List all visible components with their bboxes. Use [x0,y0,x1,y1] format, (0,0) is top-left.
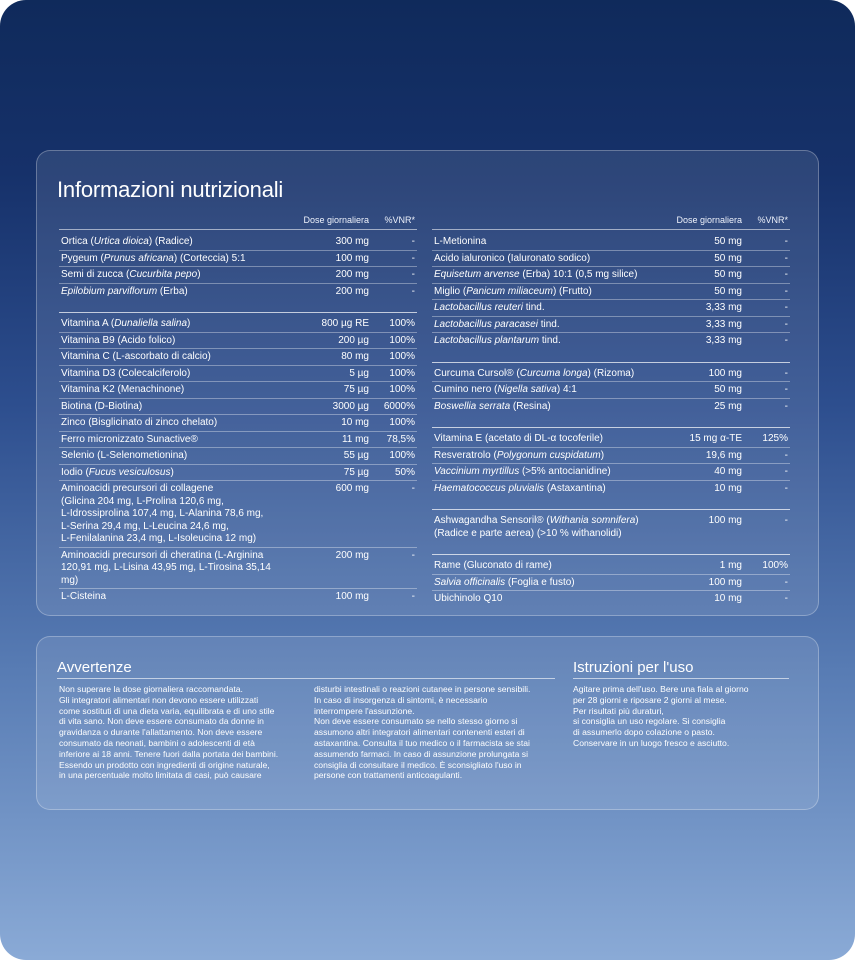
ingredient-vnr: 100% [389,384,415,395]
ingredient-name-part: ) (Corteccia) 5:1 [173,252,246,264]
ingredient-name [434,253,662,266]
ingredient-name-part: Selenio (L-Selenometionina) [61,450,188,461]
ingredient-name-part: ) (Radice e parte aerea) (>10 % withanolidi) [434,515,639,539]
table-row [59,481,417,548]
ingredient-vnr: - [411,591,415,602]
ingredient-vnr: - [411,285,415,297]
ingredient-latin-name: Boswellia serrata [434,400,511,412]
table-row [59,448,417,465]
nutrition-column-left [59,215,417,605]
ingredient-dose: 55 µg [343,450,369,461]
table-row [59,432,417,449]
ingredient-dose: 10 mg [714,593,742,604]
ingredient-name-part: Vitamina A ( [61,318,115,329]
dose-header: Dose giornaliera [303,215,369,225]
table-row [432,333,790,349]
ingredient-vnr: - [784,384,788,395]
table-row [59,399,417,416]
ingredient-latin-name: Haematococcus pluvialis [434,482,545,494]
ingredient-name-part: Vitamina B9 (Acido folico) [61,334,176,346]
ingredient-name-part: tind. [539,335,561,346]
ingredient-name-part: Semi di zucca ( [61,269,130,280]
table-row [432,448,790,465]
ingredient-latin-name: Nigella sativa [497,384,557,395]
ingredient-name [61,434,289,447]
ingredient-vnr: - [784,515,788,526]
ingredient-group [59,234,417,299]
ingredient-name [61,318,289,331]
ingredient-latin-name: Salvia officinalis [434,576,506,588]
ingredient-vnr: - [411,483,415,494]
ingredient-dose: 100 mg [335,591,369,602]
ingredient-dose: 50 mg [714,252,742,264]
ingredient-name-part: Ubichinolo Q10 [434,593,503,604]
ingredient-dose: 200 mg [335,269,369,280]
ingredient-dose: 75 µg [343,384,369,395]
ingredient-latin-name: Urtica dioica [93,236,149,247]
ingredient-name-part: ) 4:1 [556,384,577,395]
ingredient-name-part: Vitamina K2 (Menachinone) [61,384,185,395]
ingredient-name-part: Ferro micronizzato Sunactive® [61,433,198,445]
ingredient-name [434,236,662,249]
table-row [432,575,790,592]
ingredient-name [434,450,662,463]
table-row [59,589,417,605]
ingredient-name [434,286,662,299]
ingredient-vnr: - [784,302,788,313]
info-panel [36,636,819,810]
usage-text: Agitare prima dell'uso. Bere una fiala al giorno per 28 giorni e riposare 2 giorni al mese. Per risultati più duraturi, si consiglia un uso regolare. Si consiglia di assumerlo dopo colazione o pasto. Conservare in un luogo fresco e asciutto. [573,684,749,748]
table-row [432,513,790,541]
ingredient-latin-name: Fucus vesiculosus [88,466,171,478]
ingredient-dose: 100 mg [708,367,742,379]
dose-header: Dose giornaliera [676,215,742,225]
table-row [432,366,790,383]
ingredient-dose: 1 mg [719,560,742,571]
ingredient-name [434,401,662,414]
page-title: Informazioni nutrizionali [57,177,284,202]
ingredient-latin-name: Panicum miliaceum [466,285,553,297]
ingredient-latin-name: Lactobacillus plantarum [434,335,540,346]
ingredient-name-part: Acido ialuronico (Ialuronato sodico) [434,252,591,264]
ingredient-name-part: (Resina) [510,400,551,412]
ingredient-name [434,302,662,315]
ingredient-name-part: ) [170,466,174,478]
ingredient-name [434,269,662,282]
ingredient-dose: 200 µg [338,334,369,346]
ingredient-name-part: tind. [522,302,545,313]
ingredient-vnr: - [784,269,788,280]
ingredient-name-part: ) [600,449,605,461]
ingredient-vnr: 125% [762,433,788,444]
table-row [432,251,790,268]
ingredient-dose: 80 mg [341,351,369,362]
ingredient-vnr: 100% [389,351,415,362]
ingredient-latin-name: Equisetum arvense [434,269,520,280]
ingredient-name-part: Aminoacidi precursori di cheratina (L-Arginina 120,91 mg, L-Lisina 43,95 mg, L-Tirosina 35,14 mg) [61,549,271,586]
ingredient-latin-name: Lactobacillus reuteri [434,302,523,313]
ingredient-name [434,384,662,397]
table-row [432,317,790,334]
ingredient-dose: 15 mg α-TE [689,433,742,444]
ingredient-name-part: Ashwagandha Sensoril® ( [434,515,550,526]
table-row [432,464,790,481]
table-row [432,431,790,448]
ingredient-name-part: Rame (Gluconato di rame) [434,560,552,571]
ingredient-vnr: - [784,576,788,588]
table-row [432,300,790,317]
ingredient-name [61,335,289,348]
ingredient-vnr: - [411,269,415,280]
table-row [59,234,417,251]
ingredient-vnr: 100% [389,367,415,379]
table-row [59,382,417,399]
table-row [59,548,417,590]
vnr-header: %VNR* [384,215,415,225]
ingredient-name [434,593,662,606]
ingredient-latin-name: Withania somnifera [549,515,636,526]
ingredient-dose: 10 mg [341,417,369,428]
ingredient-vnr: 100% [389,450,415,461]
ingredient-dose: 3,33 mg [705,318,742,330]
ingredient-name [61,269,289,282]
table-row [59,284,417,300]
table-row [432,267,790,284]
ingredient-latin-name: Lactobacillus paracasei [434,318,538,330]
ingredient-dose: 300 mg [335,236,369,247]
ingredient-name [434,577,662,590]
ingredient-dose: 200 mg [335,549,369,561]
ingredient-group [59,312,417,605]
ingredient-dose: 10 mg [714,482,742,494]
ingredient-name-part: Vitamina C (L-ascorbato di calcio) [61,351,211,362]
ingredient-latin-name: Prunus africana [103,252,174,264]
ingredient-latin-name: Dunaliella salina [114,318,188,329]
ingredient-name-part: ) (Radice) [148,236,193,247]
ingredient-name [61,253,289,266]
usage-title: Istruzioni per l'uso [573,659,789,679]
ingredient-name [434,368,662,381]
ingredient-group [432,554,790,607]
table-row [59,349,417,366]
ingredient-group [432,509,790,541]
ingredient-name-part: Curcuma Cursol® ( [434,367,520,379]
ingredient-name [61,351,289,364]
ingredient-group [432,362,790,415]
table-row [432,558,790,575]
ingredient-vnr: 100% [762,560,788,571]
ingredient-name-part: L-Cisteina [61,591,107,602]
ingredient-name [61,286,289,299]
ingredient-name [61,417,289,430]
ingredient-dose: 40 mg [714,466,742,477]
ingredient-dose: 19,6 mg [705,449,742,461]
ingredient-group [432,234,790,349]
ingredient-dose: 50 mg [714,236,742,247]
ingredient-name-part: Zinco (Bisglicinato di zinco chelato) [61,417,218,428]
ingredient-vnr: - [784,285,788,297]
ingredient-latin-name: Cucurbita pepo [129,269,198,280]
ingredient-latin-name: Polygonum cuspidatum [496,449,601,461]
ingredient-dose: 800 µg RE [321,318,369,329]
ingredient-name [434,466,662,479]
ingredient-vnr: - [784,252,788,264]
ingredient-name-part: Iodio ( [61,466,89,478]
ingredient-name-part: ) [197,269,201,280]
ingredient-vnr: - [784,593,788,604]
table-row [432,234,790,251]
ingredient-dose: 25 mg [714,400,742,412]
table-row [59,251,417,268]
ingredient-dose: 3,33 mg [705,335,742,346]
ingredient-name [61,550,289,588]
table-row [432,284,790,301]
ingredient-name [434,335,662,348]
ingredient-name [61,401,289,414]
ingredient-vnr: - [784,449,788,461]
ingredient-name [434,515,662,540]
ingredient-name [61,591,289,604]
table-row [432,481,790,497]
ingredient-group [432,427,790,496]
nutrition-column-right [432,215,790,607]
ingredient-name [61,236,289,249]
ingredient-name-part: (Erba) [157,285,188,297]
ingredient-name-part: Aminoacidi precursori di collagene (Glicina 204 mg, L-Prolina 120,6 mg, L-Idrossiprolina 107,4 mg, L-Alanina 78,6 mg, L-Serina 29,4 mg, L-Leucina 24,6 mg, L-Fenilalanina 23,4 mg, L-Isoleucina 12 mg) [61,483,264,544]
ingredient-vnr: - [784,482,788,494]
ingredient-name-part: ) (Frutto) [552,285,592,297]
warnings-text-col2: disturbi intestinali o reazioni cutanee in persone sensibili. In caso di insorgenza di sintomi, è necessario interrompere l'assunzione. Non deve essere consumato se nello stesso giorno si assumono altri integratori alimentari contenenti esteri di astaxantina. Consulta il tuo medico o il farmacista se stai assumendo farmaci. In caso di assunzione prolungata si consiglia di consultare il medico. È sconsigliato l'uso in persone con trattamenti anticoagulanti. [314,684,531,781]
ingredient-name-part: tind. [537,318,560,330]
ingredient-vnr: - [411,252,415,264]
table-row [432,591,790,607]
ingredient-latin-name: Epilobium parviflorum [61,285,158,297]
ingredient-name-part: Ortica ( [61,236,94,247]
ingredient-name [61,450,289,463]
ingredient-name [434,319,662,332]
ingredient-dose: 100 mg [708,576,742,588]
ingredient-name [434,483,662,496]
ingredient-vnr: - [784,236,788,247]
ingredient-vnr: - [784,400,788,412]
table-row [59,465,417,482]
ingredient-vnr: 100% [389,417,415,428]
ingredient-dose: 3,33 mg [705,302,742,313]
ingredient-vnr: 100% [389,334,415,346]
table-row [432,382,790,399]
ingredient-dose: 3000 µg [332,400,369,412]
table-row [59,316,417,333]
ingredient-vnr: - [784,367,788,379]
ingredient-vnr: 6000% [383,400,415,412]
ingredient-name-part: (Foglia e fusto) [505,576,575,588]
table-row [59,415,417,432]
table-row [59,366,417,383]
vnr-header: %VNR* [757,215,788,225]
ingredient-name-part: ) [187,318,191,329]
ingredient-name-part: Cumino nero ( [434,384,498,395]
ingredient-dose: 11 mg [341,433,369,445]
ingredient-dose: 50 mg [714,384,742,395]
ingredient-name [61,368,289,381]
table-row [59,267,417,284]
table-row [59,333,417,350]
ingredient-name-part: (Astaxantina) [544,482,606,494]
ingredient-name-part: Miglio ( [434,285,467,297]
ingredient-dose: 50 mg [714,269,742,280]
ingredient-dose: 200 mg [335,285,369,297]
ingredient-vnr: - [784,466,788,477]
ingredient-dose: 100 mg [708,515,742,526]
ingredient-name [61,483,289,546]
ingredient-vnr: - [784,335,788,346]
ingredient-vnr: - [411,236,415,247]
nutrition-panel [36,150,819,616]
ingredient-dose: 600 mg [335,483,369,494]
ingredient-name-part: ) (Rizoma) [587,367,635,379]
ingredient-name-part: Resveratrolo ( [434,449,497,461]
ingredient-dose: 75 µg [343,466,369,478]
ingredient-name-part: Vitamina E (acetato di DL-α tocoferile) [434,433,604,444]
ingredient-name [434,560,662,573]
ingredient-name-part: Pygeum ( [61,252,104,264]
ingredient-latin-name: Curcuma longa [519,367,588,379]
ingredient-dose: 100 mg [335,252,369,264]
ingredient-name [434,433,662,446]
ingredient-dose: 5 µg [349,367,369,379]
ingredient-dose: 50 mg [714,285,742,297]
table-header [432,215,790,230]
table-row [432,399,790,415]
ingredient-vnr: - [784,318,788,330]
table-header [59,215,417,230]
warnings-text-col1: Non superare la dose giornaliera raccomandata. Gli integratori alimentari non devono essere utilizzati come sostituti di una dieta varia, equilibrata e di uno stile di vita sano. Non deve essere consumato da donne in gravidanza o durante l'allattamento. Non deve essere consumato da neonati, bambini o adolescenti di età inferiore ai 18 anni. Tenere fuori dalla portata dei bambini. Essendo un prodotto con ingredienti di origine naturale, in una percentuale molto limitata di casi, può causare [59,684,279,781]
ingredient-name-part: (Erba) 10:1 (0,5 mg silice) [519,269,638,280]
ingredient-vnr: 50% [394,466,415,478]
ingredient-name-part: Biotina (D-Biotina) [61,400,143,412]
ingredient-name-part: L-Metionina [434,236,487,247]
ingredient-vnr: - [411,549,415,561]
warnings-title: Avvertenze [57,659,555,679]
ingredient-name [61,467,289,480]
ingredient-name-part: (>5% antocianidine) [519,466,611,477]
ingredient-name [61,384,289,397]
ingredient-latin-name: Vaccinium myrtillus [434,466,520,477]
ingredient-vnr: 78,5% [386,433,415,445]
ingredient-name-part: Vitamina D3 (Colecalciferolo) [61,367,191,379]
ingredient-vnr: 100% [389,318,415,329]
